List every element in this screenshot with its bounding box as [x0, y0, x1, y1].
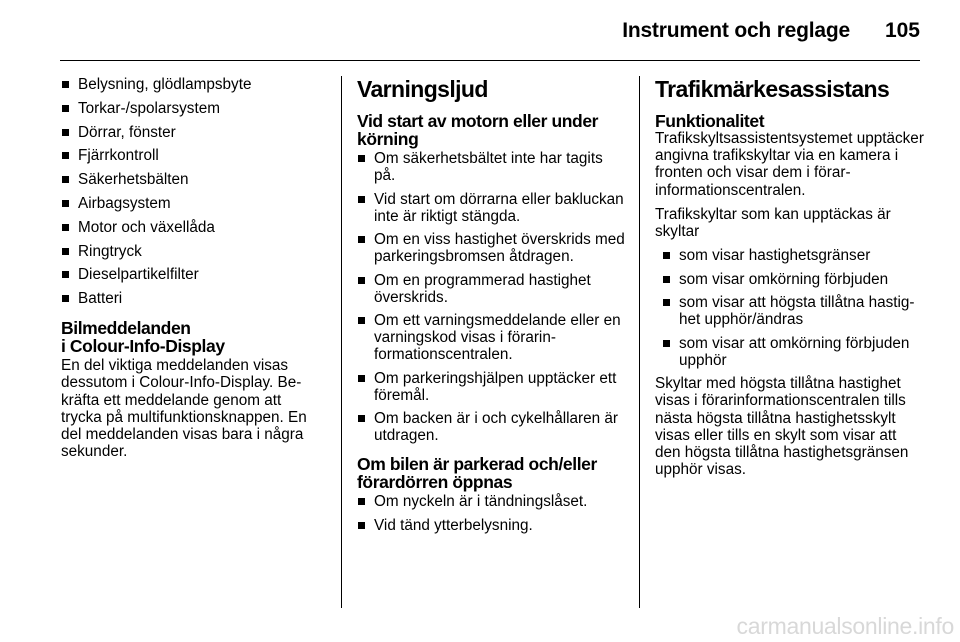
- parked-list: [357, 493, 627, 534]
- topic-list: [61, 76, 323, 307]
- heading-line: förardörren öppnas: [357, 472, 513, 492]
- list-item: Om ett varningsmeddelande eller en varningskod visas i förarinformationscentralen.: [357, 312, 627, 363]
- list-item: Om parkeringshjälpen upptäcker ett föremål.: [357, 370, 627, 404]
- list-item: Motor och växellåda: [61, 219, 323, 236]
- heading-line: Bilmeddelanden: [61, 318, 191, 339]
- section-title-trafikmarkesassistans: Trafikmärkesassistans: [655, 76, 890, 102]
- list-item: Dieselpartikelfilter: [61, 266, 323, 283]
- list-item: Airbagsystem: [61, 195, 323, 212]
- list-item: Vid tänd ytterbelysning.: [357, 517, 627, 534]
- section-title-varningsljud: Varningsljud: [357, 76, 488, 102]
- list-item: som visar omkörning förbjuden: [655, 271, 925, 288]
- list-item: Vid start om dörrarna eller bakluckan inte är riktigt stängda.: [357, 191, 627, 225]
- column-divider-2: [639, 76, 640, 608]
- list-item: Om en viss hastighet överskrids med parkeringsbromsen åtdragen.: [357, 231, 627, 265]
- paragraph: Trafikskyltar som kan upptäckas är skyltar: [655, 205, 891, 241]
- list-item: Ringtryck: [61, 243, 323, 260]
- subheading-start: [357, 112, 627, 148]
- column-3: [655, 76, 925, 485]
- watermark: carmanualsonline.info: [736, 613, 954, 639]
- page-number: 105: [884, 19, 920, 42]
- list-item: Torkar-/spolarsystem: [61, 100, 323, 117]
- column-divider-1: [341, 76, 342, 608]
- warning-list: [357, 150, 627, 444]
- list-item: Om säkerhetsbältet inte har tagits på.: [357, 150, 627, 184]
- list-item: Om backen är i och cykelhållaren är utdragen.: [357, 410, 627, 444]
- heading-line: körning: [357, 129, 419, 149]
- list-item: Belysning, glödlampsbyte: [61, 76, 323, 93]
- header-title: Instrument och reglage: [622, 19, 850, 42]
- column-1: [61, 76, 323, 467]
- list-item: Om nyckeln är i tändningslåset.: [357, 493, 627, 510]
- paragraph: Trafikskyltsassistentsystemet upptäcker angivna trafikskyltar via en kamera i fronten och visar dem i förarinformationscentralen.: [655, 130, 924, 199]
- list-item: Dörrar, fönster: [61, 124, 323, 141]
- heading-line: i Colour-Info-Display: [61, 336, 225, 357]
- list-item: som visar hastighetsgränser: [655, 247, 925, 264]
- heading-line: Vid start av motorn eller under: [357, 111, 599, 131]
- paragraph: Skyltar med högsta tillåtna hastighet visas i förarinformationscentralen tills nästa högsta tillåtna hastighetsskylt visas eller tills en skylt som visar att den högsta tillåtna hastighetsgränsen upphör visas.: [655, 375, 909, 479]
- heading-line: Om bilen är parkerad och/eller: [357, 454, 597, 474]
- list-item: Batteri: [61, 290, 323, 307]
- paragraph: En del viktiga meddelanden visas dessutom i Colour-Info-Display. Bekräfta ett meddelande genom att trycka på multifunktionsknappen. En del meddelanden visas bara i några sekunder.: [61, 357, 307, 461]
- page-header: [60, 0, 920, 61]
- list-item: Om en programmerad hastighet överskrids.: [357, 272, 627, 306]
- subheading-parked: [357, 455, 627, 491]
- list-item: som visar att omkörning förbjuden upphör: [655, 335, 925, 369]
- list-item: Fjärrkontroll: [61, 147, 323, 164]
- column-2: [357, 76, 627, 540]
- subheading-funktionalitet: Funktionalitet: [655, 111, 765, 131]
- list-item: Säkerhetsbälten: [61, 171, 323, 188]
- list-item: som visar att högsta tillåtna hastighet upphör/ändras: [655, 294, 925, 328]
- section-heading-bilmeddelanden: [61, 319, 323, 355]
- sign-list: [655, 247, 925, 369]
